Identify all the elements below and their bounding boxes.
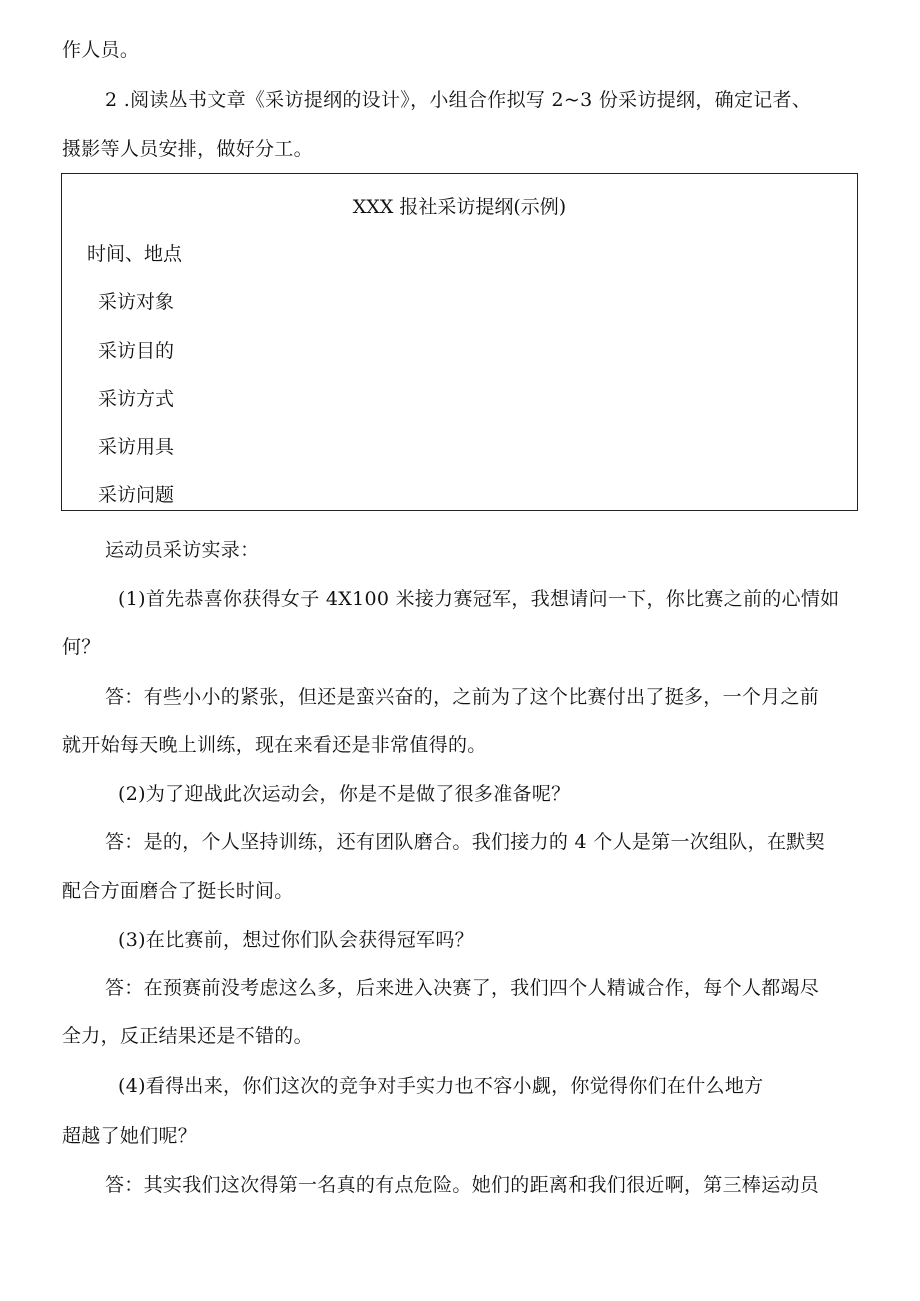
outline-item: 采访问题 [98, 484, 175, 506]
section-heading: 运动员采访实录： [105, 539, 260, 561]
outline-item: 采访对象 [98, 291, 175, 313]
question-line: (2)为了迎战此次运动会，你是不是做了很多准备呢？ [118, 783, 571, 805]
question-line: (3)在比赛前，想过你们队会获得冠军吗？ [118, 929, 474, 951]
answer-line: 全力，反正结果还是不错的。 [62, 1025, 313, 1047]
outline-item: 采访方式 [98, 388, 175, 410]
question-line: (1)首先恭喜你获得女子 4X100 米接力赛冠军，我想请问一下，你比赛之前的心情如 [118, 588, 840, 610]
answer-line: 答：有些小小的紧张，但还是蛮兴奋的，之前为了这个比赛付出了挺多，一个月之前 [105, 686, 820, 708]
answer-line: 答：是的，个人坚持训练，还有团队磨合。我们接力的 4 个人是第一次组队，在默契 [105, 831, 825, 853]
outline-item: 时间、地点 [87, 243, 183, 265]
outline-title: XXX 报社采访提纲(示例) [352, 196, 567, 218]
question-line: 何？ [62, 636, 101, 658]
text-line: 2 .阅读丛书文章《采访提纲的设计》，小组合作拟写 2~3 份采访提纲，确定记者、 [105, 89, 812, 111]
text-line: 摄影等人员安排，做好分工。 [62, 138, 313, 160]
outline-item: 采访用具 [98, 436, 175, 458]
outline-item: 采访目的 [98, 340, 175, 362]
question-line: (4)看得出来，你们这次的竞争对手实力也不容小觑，你觉得你们在什么地方 [118, 1075, 764, 1097]
answer-line: 就开始每天晚上训练，现在来看还是非常值得的。 [62, 734, 487, 756]
interview-outline-box [61, 173, 858, 511]
answer-line: 答：在预赛前没考虑这么多，后来进入决赛了，我们四个人精诚合作，每个人都竭尽 [105, 977, 820, 999]
answer-line: 答：其实我们这次得第一名真的有点危险。她们的距离和我们很近啊，第三棒运动员 [105, 1174, 820, 1196]
text-line: 作人员。 [62, 39, 140, 61]
answer-line: 配合方面磨合了挺长时间。 [62, 880, 294, 902]
question-line: 超越了她们呢？ [62, 1125, 198, 1147]
